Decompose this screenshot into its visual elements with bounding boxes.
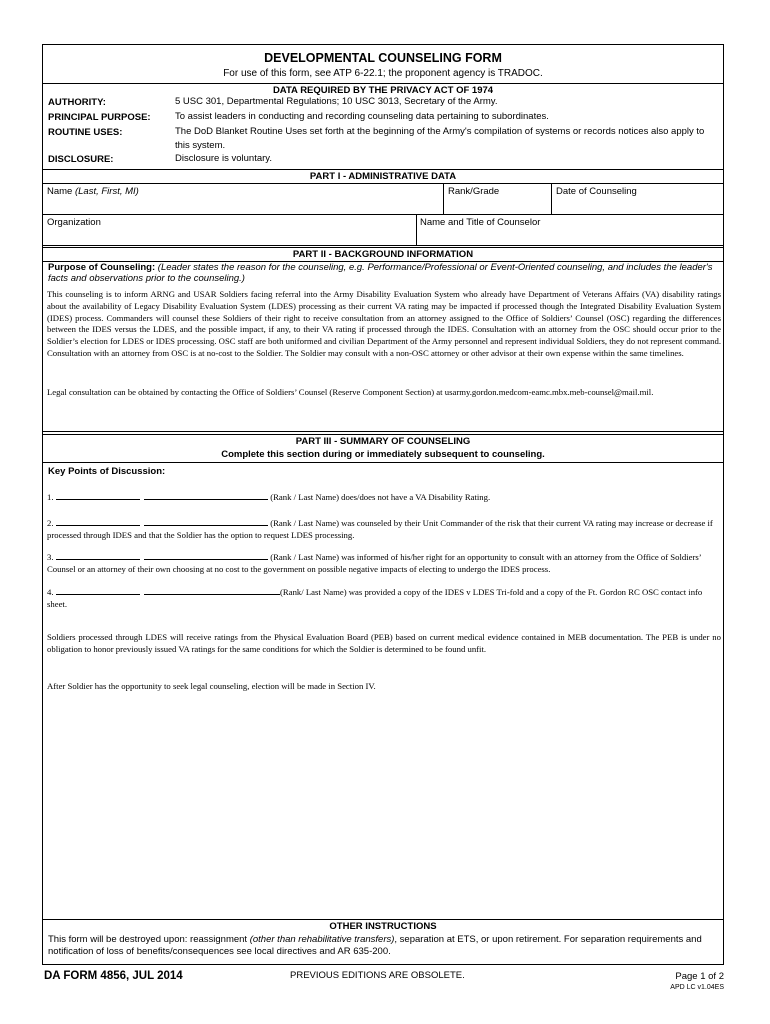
purpose-label-hint: (Leader states the reason for the counseling, e.g. Performance/Professional or Event-Oriented counseling, and includes the leader's facts and observations prior to the counseling.) xyxy=(48,262,713,284)
name-field-label[interactable] xyxy=(47,186,139,197)
blank-line xyxy=(144,491,268,500)
purpose-of-counseling-label xyxy=(48,263,722,284)
privacy-act-title: DATA REQUIRED BY THE PRIVACY ACT OF 1974 xyxy=(272,85,494,96)
name-label-text: Name xyxy=(47,186,75,197)
divider xyxy=(43,245,723,246)
election-paragraph[interactable]: After Soldier has the opportunity to seek legal counseling, election will be made in Section IV. xyxy=(47,681,376,691)
divider xyxy=(43,431,723,432)
blank-line xyxy=(56,517,140,526)
divider xyxy=(551,183,552,214)
routine-uses-label: ROUTINE USES: xyxy=(48,127,123,138)
instructions-text-c: , separation at ETS, or upon retirement. For separation requirements and notification of loss of benefits/consequences see local directives and AR 635-200. xyxy=(48,934,702,957)
list-item[interactable] xyxy=(47,551,721,576)
counseling-form xyxy=(42,44,724,965)
blank-line xyxy=(144,586,280,595)
name-label-hint: (Last, First, MI) xyxy=(74,186,139,197)
part1-title: PART I - ADMINISTRATIVE DATA xyxy=(309,171,457,182)
divider xyxy=(43,83,723,84)
instructions-text-a: This form will be destroyed upon: reassignment xyxy=(48,934,250,945)
divider xyxy=(43,919,723,920)
item-number: 4. xyxy=(47,587,54,597)
part2-title: PART II - BACKGROUND INFORMATION xyxy=(292,249,474,260)
authority-label: AUTHORITY: xyxy=(48,97,106,108)
authority-value: 5 USC 301, Departmental Regulations; 10 USC 3013, Secretary of the Army. xyxy=(175,96,498,107)
peb-paragraph[interactable]: Soldiers processed through LDES will receive ratings from the Physical Evaluation Board (PEB) based on current medical evidence contained in MEB documentation. The PEB is under no obligation to honor previously issued VA ratings for the same conditions for which the Soldier is determined to be found unfit. xyxy=(47,632,721,654)
principal-purpose-label: PRINCIPAL PURPOSE: xyxy=(48,112,151,123)
form-title: DEVELOPMENTAL COUNSELING FORM xyxy=(264,51,502,65)
blank-line xyxy=(144,517,268,526)
item-number: 3. xyxy=(47,552,54,562)
item-text: (Rank / Last Name) was counseled by their Unit Commander of the risk that their current VA rating may increase or decrease if processed through IDES and that the Soldier has the option to request LDES processing. xyxy=(47,518,713,540)
item-text: (Rank / Last Name) was informed of his/her right for an opportunity to consult with an attorney from the Office of Soldiers’ Counsel or an attorney of their own choosing at no cost to the government on possible negative impacts of electing to undergo the IDES process. xyxy=(47,552,702,574)
part3-title: PART III - SUMMARY OF COUNSELING xyxy=(295,436,471,447)
item-text: (Rank / Last Name) does/does not have a VA Disability Rating. xyxy=(268,492,491,502)
blank-line xyxy=(56,586,140,595)
counselor-field-label[interactable]: Name and Title of Counselor xyxy=(420,217,541,228)
list-item[interactable] xyxy=(47,491,721,504)
blank-line xyxy=(56,551,140,560)
disclosure-label: DISCLOSURE: xyxy=(48,154,114,165)
divider xyxy=(43,183,723,184)
blank-line xyxy=(56,491,140,500)
list-item[interactable] xyxy=(47,586,721,611)
part3-subtitle: Complete this section during or immediately subsequent to counseling. xyxy=(221,449,545,460)
divider xyxy=(443,183,444,214)
other-instructions-title: OTHER INSTRUCTIONS xyxy=(329,921,437,932)
divider xyxy=(43,214,723,215)
divider xyxy=(43,462,723,463)
principal-purpose-value: To assist leaders in conducting and recording counseling data pertaining to subordinates. xyxy=(175,111,549,122)
divider xyxy=(43,434,723,435)
item-text: (Rank/ Last Name) was provided a copy of the IDES v LDES Tri-fold and a copy of the Ft. Gordon RC OSC contact info sheet. xyxy=(47,587,703,609)
list-item[interactable] xyxy=(47,517,721,542)
organization-field-label[interactable]: Organization xyxy=(47,217,101,228)
other-instructions-text xyxy=(48,934,722,958)
divider xyxy=(43,247,723,248)
routine-uses-value: The DoD Blanket Routine Uses set forth at the beginning of the Army's compilation of systems or records notices also apply to this system. xyxy=(175,126,705,151)
editions-note: PREVIOUS EDITIONS ARE OBSOLETE. xyxy=(290,970,465,981)
item-number: 2. xyxy=(47,518,54,528)
purpose-label-text: Purpose of Counseling: xyxy=(48,262,156,273)
blank-line xyxy=(144,551,268,560)
disclosure-value: Disclosure is voluntary. xyxy=(175,153,272,164)
instructions-text-b: (other than rehabilitative transfers) xyxy=(249,934,395,945)
page-number: Page 1 of 2 xyxy=(675,971,724,982)
item-number: 1. xyxy=(47,492,54,502)
rank-grade-field-label[interactable]: Rank/Grade xyxy=(448,186,500,197)
date-of-counseling-field-label[interactable]: Date of Counseling xyxy=(556,186,637,197)
divider xyxy=(43,169,723,170)
form-id: DA FORM 4856, JUL 2014 xyxy=(44,970,183,982)
version-code: APD LC v1.04ES xyxy=(670,984,724,991)
key-points-label: Key Points of Discussion: xyxy=(48,466,166,477)
background-paragraph-2[interactable]: Legal consultation can be obtained by contacting the Office of Soldiers’ Counsel (Reserve Component Section) at usarmy.gordon.medcom-eamc.mbx.meb-counsel@mail.mil. xyxy=(47,387,654,397)
background-paragraph-1[interactable]: This counseling is to inform ARNG and USAR Soldiers facing referral into the Army Disability Evaluation System who already have Department of Veterans Affairs (VA) disability ratings about the availability of Legacy Disability Evaluation System (LDES) processing as their current VA rating may be impacted if processed though the Integrated Disability Evaluation System (IDES) process. Commanders will counsel these Soldiers of their right to receive consultation from an attorney assigned to the Office of Soldiers’ Counsel (OSC) regarding the differences between the IDES versus the LDES, and the possible impact, if any, to their VA rating if processed through the IDES. Consultation with an attorney from the OSC should occur prior to the Soldier’s election for LDES or IDES processing. OSC staff are both uniformed and civilian Department of the Army personnel and represent individual Soldiers, they do not represent command. Consultation with an attorney from OSC is at no-cost to the Soldier. The Soldier may consult with a non-OSC attorney or other advisor at their own expense within the same timelines. xyxy=(47,289,721,358)
form-subtitle: For use of this form, see ATP 6-22.1; the proponent agency is TRADOC. xyxy=(223,68,543,79)
divider xyxy=(416,214,417,245)
